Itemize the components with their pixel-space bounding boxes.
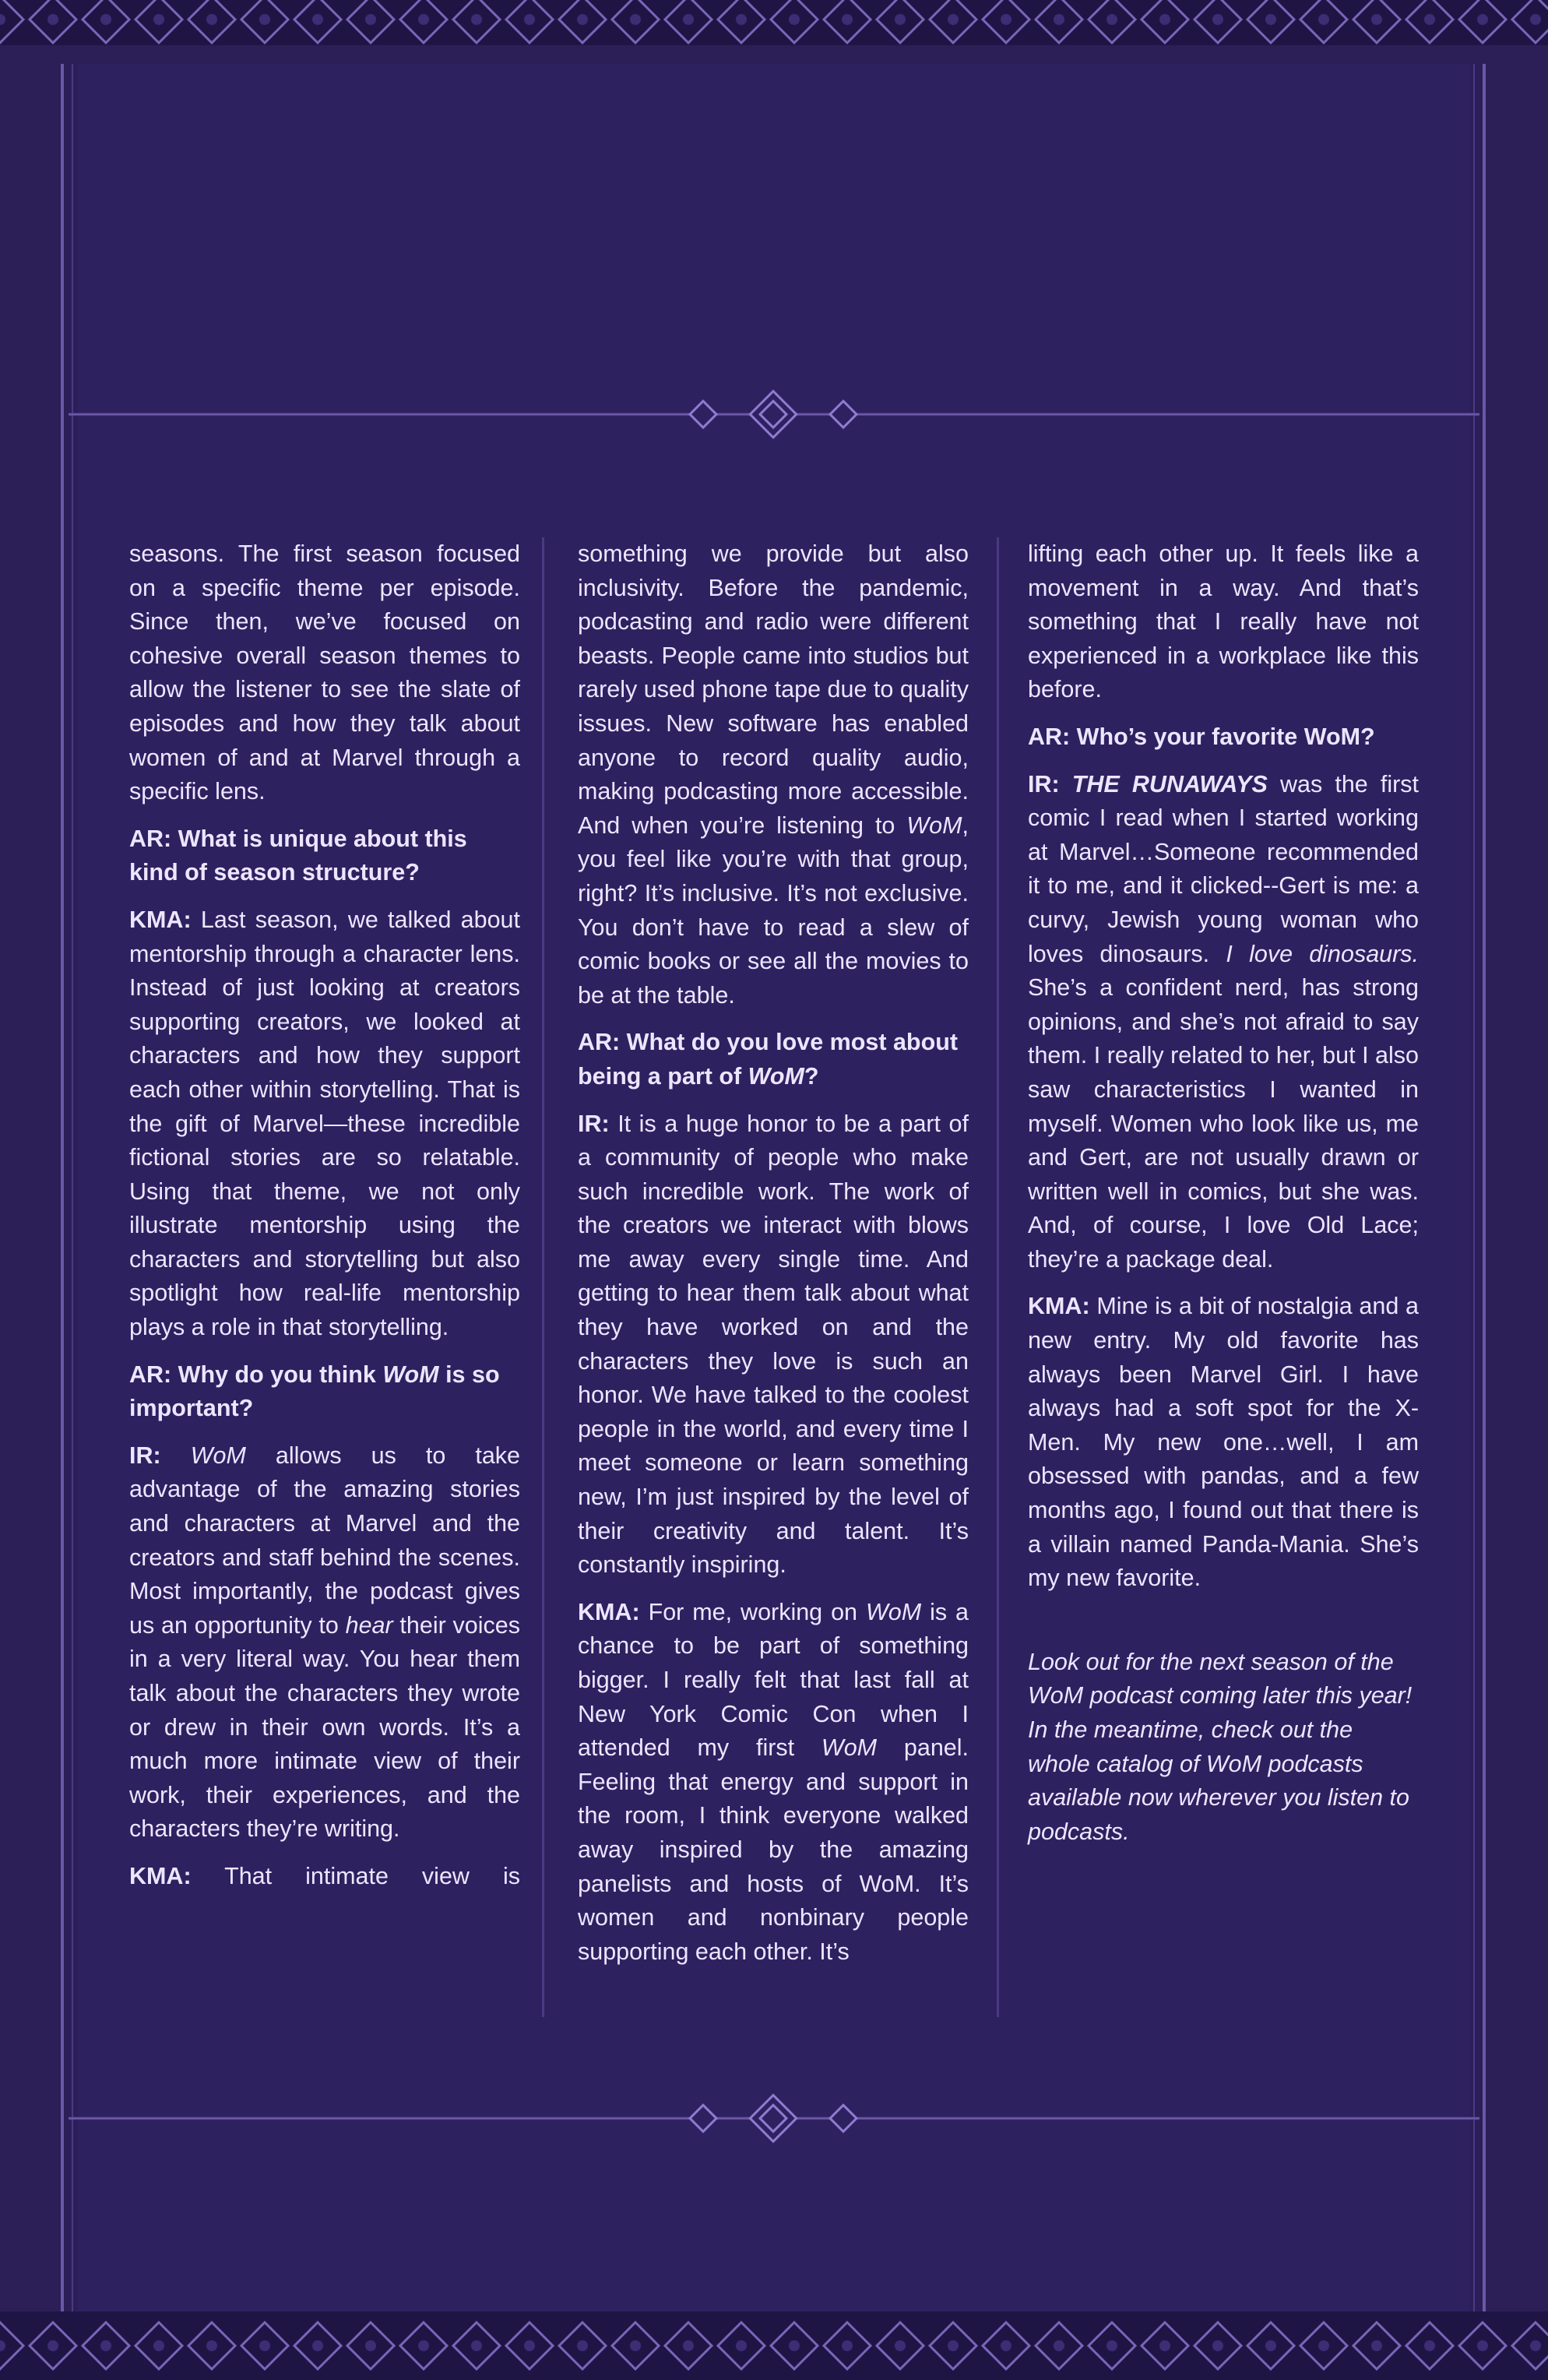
paragraph-text: something we provide but also inclusivity. Before the pandemic, podcasting and radio were different beasts. People came into studios but rarely used phone tape due to quality issues. New software has enabled anyone to record quality audio, making podcasting more accessible. And when you’re listening to xyxy=(578,540,969,839)
answer-text: was the first comic I read when I started working at Marvel…Someone recommended it to me, and it clicked--Gert is me: a curvy, Jewish young woman who loves dinosaurs. xyxy=(1028,770,1419,967)
paragraph: lifting each other up. It feels like a movement in a way. And that’s something that I really have not experienced in a workplace like this before. xyxy=(1028,540,1419,703)
column-rule xyxy=(997,537,999,2017)
speaker-label: IR: xyxy=(129,1442,161,1469)
speaker-label: KMA: xyxy=(1028,1293,1090,1320)
column-rule xyxy=(542,537,544,2017)
interview-question xyxy=(129,1358,520,1426)
closing-note: Look out for the next season of the WoM podcast coming later this year! In the meantime, check out the whole catalog of WoM podcasts available now wherever you listen to podcasts. xyxy=(1028,1648,1413,1845)
triple-diamond-icon xyxy=(690,391,857,437)
answer-text: panel. Feeling that energy and support in the room, I think everyone walked away inspired by the amazing panelists and hosts of WoM. It’s women and nonbinary people supporting each other. It’s xyxy=(578,1734,969,1965)
paragraph: seasons. The first season focused on a specific theme per episode. Since then, we’ve focused on cohesive overall season themes to allow the listener to see the slate of episodes and how they talk about women of and at Marvel through a specific lens. xyxy=(129,540,520,805)
question-emphasis: WoM xyxy=(748,1062,804,1090)
speaker-label: IR: xyxy=(1028,770,1060,797)
answer-emphasis: WoM xyxy=(821,1734,878,1762)
answer-text: That intimate view is xyxy=(224,1862,520,1889)
answer-text: She’s a confident nerd, has strong opinions, and she’s not afraid to say them. I really related to her, but I also saw characteristics I wanted in myself. Women who look like us, me and Gert, are not usually drawn or written well in comics, but she was. And, of course, I love Old Lace; they’re a package deal. xyxy=(1028,974,1419,1273)
interview-answer xyxy=(1028,1290,1419,1595)
article-column-1 xyxy=(129,537,520,1907)
interview-question: AR: Who’s your favorite WoM? xyxy=(1028,723,1375,750)
answer-text: their voices in a very literal way. You hear them talk about the characters they wrote or drew in their own words. It’s a much more intimate view of their work, their experiences, and the characters they’re writing. xyxy=(129,1611,520,1843)
answer-text: Mine is a bit of nostalgia and a new entry. My old favorite has always been Marvel Girl. I have always had a soft spot for the X-Men. My new one…well, I am obsessed with pandas, and a few months ago, I found out that there is a villain named Panda-Mania. She’s my new favorite. xyxy=(1028,1293,1419,1592)
interview-answer xyxy=(129,903,520,1345)
interview-answer xyxy=(129,1860,520,1894)
answer-text: allows us to take advantage of the amazing stories and characters at Marvel and the creators and staff behind the scenes. Most importantly, the podcast gives us an opportunity to xyxy=(129,1442,520,1639)
article-column-2 xyxy=(578,537,969,1982)
triple-diamond-divider-top xyxy=(69,387,1479,442)
speaker-label: KMA: xyxy=(129,1862,192,1889)
answer-text: For me, working on xyxy=(648,1598,866,1625)
bottom-border-band xyxy=(0,2311,1548,2380)
question-text: is so important? xyxy=(129,1361,500,1422)
triple-diamond-icon xyxy=(690,2095,857,2141)
diamond-pattern-icon xyxy=(0,0,1548,45)
interview-question xyxy=(578,1026,969,1093)
question-text: AR: What do you love most about being a part of xyxy=(578,1029,958,1090)
answer-emphasis: I love dinosaurs. xyxy=(1226,940,1419,967)
interview-answer xyxy=(578,1107,969,1583)
speaker-label: KMA: xyxy=(578,1598,640,1625)
triple-diamond-divider-bottom xyxy=(69,2091,1479,2146)
article-column-3 xyxy=(1028,537,1419,1862)
answer-emphasis: WoM xyxy=(190,1442,246,1469)
interview-answer xyxy=(129,1439,520,1847)
interview-answer xyxy=(1028,768,1419,1277)
question-emphasis: WoM xyxy=(382,1361,439,1388)
diamond-pattern-icon xyxy=(0,2311,1548,2380)
answer-text: is a chance to be part of something bigger. I really felt that last fall at New York Comic Con when I attended my first xyxy=(578,1598,969,1762)
paragraph xyxy=(578,537,969,1012)
paragraph-emphasis: WoM xyxy=(906,812,962,839)
speaker-label: IR: xyxy=(578,1110,610,1137)
answer-emphasis: hear xyxy=(345,1611,393,1639)
comic-title: THE RUNAWAYS xyxy=(1071,770,1268,797)
answer-text: It is a huge honor to be a part of a community of people who make such incredible work. The work of the creators we interact with blows me away every single time. And getting to hear them talk about what they have worked on and the characters they love is such an honor. We have talked to the coolest people in the world, and every time I meet someone or learn something new, I’m just inspired by the level of their creativity and talent. It’s constantly inspiring. xyxy=(578,1110,969,1579)
question-text: AR: Why do you think xyxy=(129,1361,383,1388)
interview-question: AR: What is unique about this kind of season structure? xyxy=(129,825,467,886)
paragraph-text: , you feel like you’re with that group, right? It’s inclusive. It’s not exclusive. You don’t have to read a slew of comic books or see all the movies to be at the table. xyxy=(578,812,969,1009)
top-border-band xyxy=(0,0,1548,45)
question-text: ? xyxy=(804,1062,819,1090)
answer-text: Last season, we talked about mentorship through a character lens. Instead of just looking at creators supporting creators, we looked at characters and how they support each other within storytelling. That is the gift of Marvel—these incredible fictional stories are so relatable. Using that theme, we not only illustrate mentorship using the characters and storytelling but also spotlight how real-life mentorship plays a role in that storytelling. xyxy=(129,906,520,1341)
speaker-label: KMA: xyxy=(129,906,192,933)
answer-emphasis: WoM xyxy=(865,1598,922,1625)
interview-answer xyxy=(578,1596,969,1970)
